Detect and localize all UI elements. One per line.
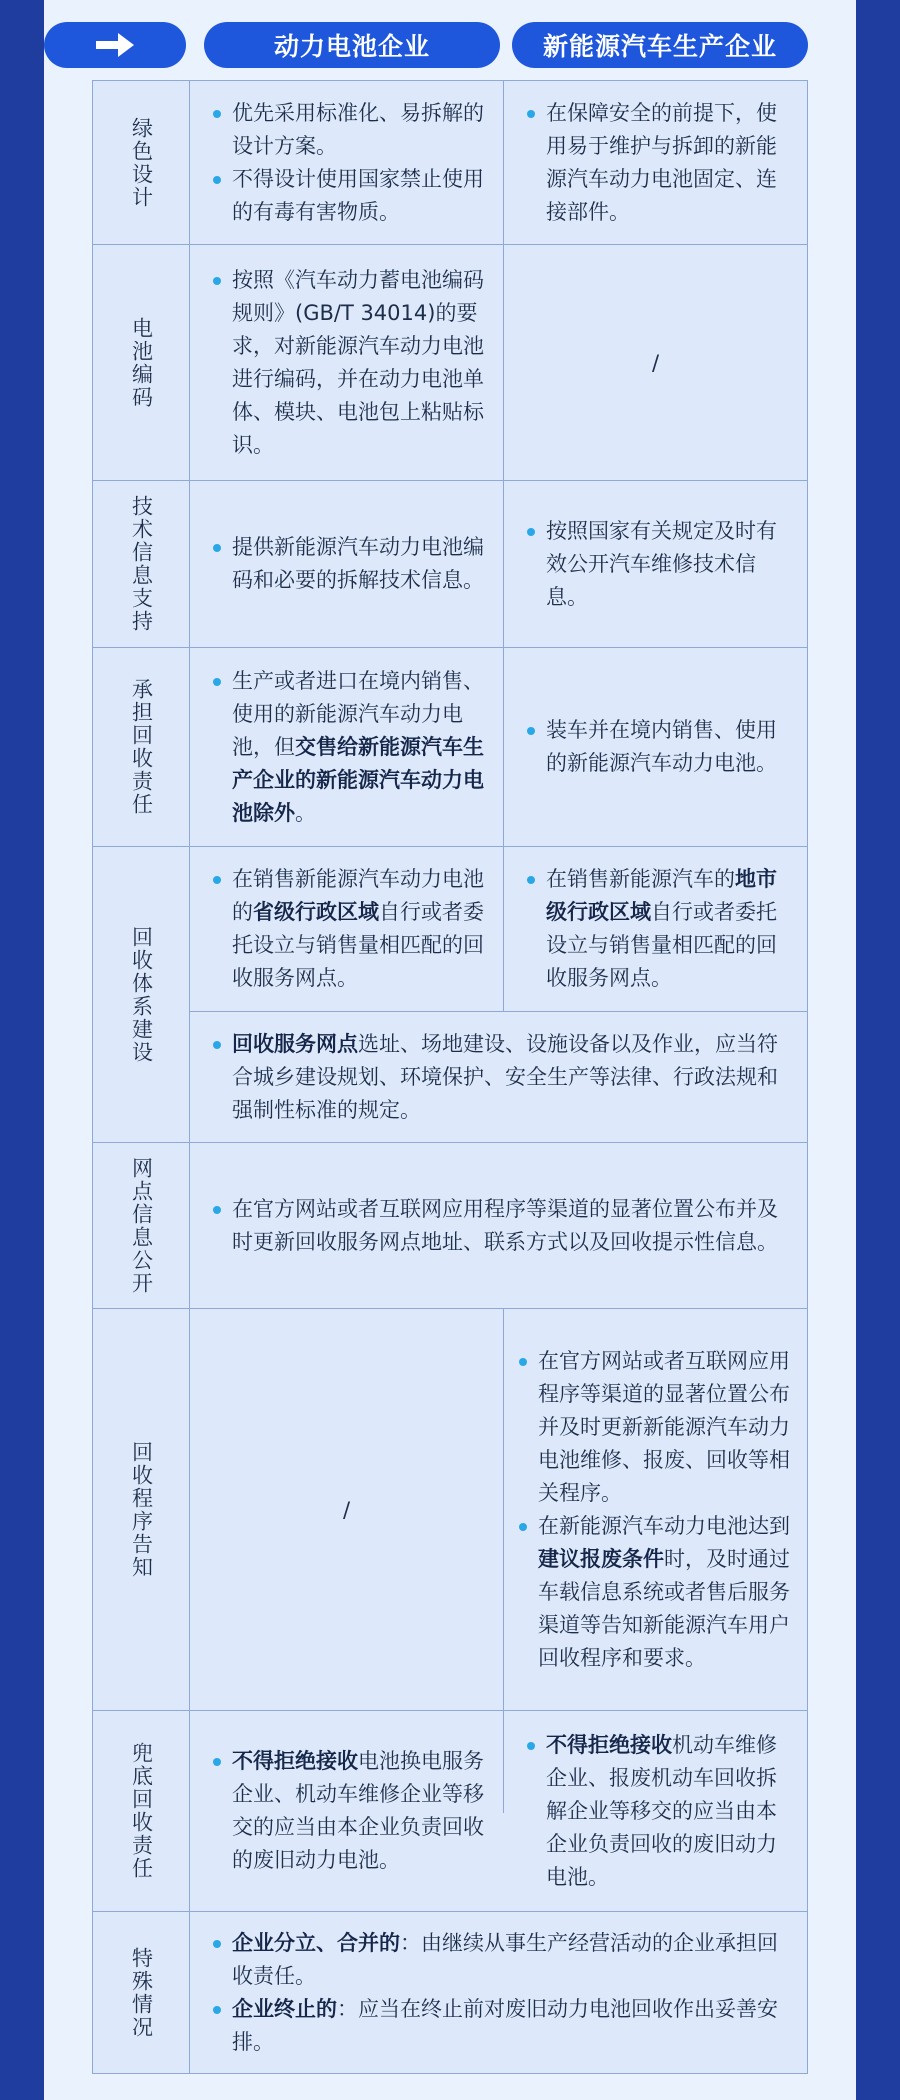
bullet-item xyxy=(516,1345,791,1510)
battery-coding-battery xyxy=(190,245,503,480)
row-label-backstop: 兜底回收责任 xyxy=(129,1742,154,1880)
outlet-info-shared xyxy=(190,1143,807,1308)
item-text: 装车并在境内销售、使用的新能源汽车动力电池。 xyxy=(546,718,777,775)
column-header-battery-enterprise: 动力电池企业 xyxy=(204,22,500,68)
bullet-item xyxy=(210,863,487,995)
row-label-recycling-system: 回收体系建设 xyxy=(129,925,154,1064)
emphasis-text: 回收服务网点 xyxy=(232,1031,358,1056)
item-text: 在官方网站或者互联网应用程序等渠道的显著位置公布并及时更新回收服务网点地址、联系方式以及回收提示性信息。 xyxy=(232,1196,778,1254)
item-text: 时，及时通过车载信息系统或者售后服务渠道等告知新能源汽车用户回收程序和要求。 xyxy=(538,1546,790,1670)
item-text: 按照《汽车动力蓄电池编码规则》(GB/T 34014)的要求，对新能源汽车动力电池进行编码，并在动力电池单体、模块、电池包上粘贴标识。 xyxy=(232,267,484,457)
item-text: 电池换电服务企业、机动车维修企业等移交的应当由本企业负责回收的废旧动力电池。 xyxy=(232,1749,484,1872)
item-text: 在销售新能源汽车动力电池的 xyxy=(232,867,484,924)
bullet-item xyxy=(524,714,791,780)
item-text: ：由继续从事生产经营活动的企业承担回收责任。 xyxy=(232,1930,778,1988)
bullet-item xyxy=(524,97,791,229)
item-text: 自行或者委托设立与销售量相匹配的回收服务网点。 xyxy=(546,900,777,990)
procedure-notice-battery-empty: / xyxy=(342,1497,351,1522)
emphasis-text: 企业终止的 xyxy=(232,1996,337,2021)
bullet-item xyxy=(524,863,791,995)
item-text: 生产或者进口在境内销售、使用的新能源汽车动力电池，但 xyxy=(232,668,484,759)
row-label-procedure-notice: 回收程序告知 xyxy=(129,1440,154,1579)
item-text: ：应当在终止前对废旧动力电池回收作出妥善安排。 xyxy=(232,1996,778,2054)
row-label-tech-info: 技术信息支持 xyxy=(129,495,154,633)
bullet-item xyxy=(524,1729,791,1894)
bullet-item xyxy=(210,163,487,229)
bullet-item xyxy=(210,1745,487,1877)
emphasis-text: 省级行政区域 xyxy=(253,900,379,924)
recycling-system-nev xyxy=(504,847,807,1011)
row-label-outlet-info: 网点信息公开 xyxy=(129,1156,154,1295)
bullet-item xyxy=(210,97,487,163)
emphasis-text: 不得拒绝接收 xyxy=(232,1749,358,1773)
emphasis-text: 企业分立、合并的 xyxy=(232,1930,400,1955)
emphasis-text: 交售给新能源汽车生产企业的新能源汽车动力电池除外 xyxy=(232,734,484,825)
item-text: 在官方网站或者互联网应用程序等渠道的显著位置公布并及时更新新能源汽车动力电池维修、报废、回收等相关程序。 xyxy=(538,1348,790,1505)
special-cases-shared xyxy=(190,1912,807,2073)
emphasis-text: 不得拒绝接收 xyxy=(546,1732,672,1757)
green-design-battery xyxy=(190,81,503,244)
green-design-nev xyxy=(504,81,807,244)
item-text: 在新能源汽车动力电池达到 xyxy=(538,1513,790,1538)
item-text: 自行或者委托设立与销售量相匹配的回收服务网点。 xyxy=(232,900,484,990)
bullet-item xyxy=(210,1193,791,1259)
row-label-recycling-responsibility: 承担回收责任 xyxy=(129,678,154,816)
item-text: 在保障安全的前提下，使用易于维护与拆卸的新能源汽车动力电池固定、连接部件。 xyxy=(546,100,777,224)
emphasis-text: 地市级行政区域 xyxy=(546,867,777,924)
item-text: 提供新能源汽车动力电池编码和必要的拆解技术信息。 xyxy=(232,535,484,592)
item-text: 。 xyxy=(295,800,316,825)
item-text: 按照国家有关规定及时有效公开汽车维修技术信息。 xyxy=(546,518,777,609)
bullet-item xyxy=(524,515,791,614)
backstop-battery xyxy=(190,1711,503,1911)
bullet-item xyxy=(210,665,487,830)
recycling-responsibility-battery xyxy=(190,648,503,846)
procedure-notice-nev xyxy=(504,1309,807,1710)
bullet-item xyxy=(210,1993,791,2059)
responsibility-table xyxy=(92,80,808,2074)
bullet-item xyxy=(210,1028,791,1127)
row-label-green-design: 绿色设计 xyxy=(129,116,154,209)
item-text: 优先采用标准化、易拆解的设计方案。 xyxy=(232,100,484,158)
bullet-item xyxy=(210,531,487,597)
recycling-system-battery xyxy=(190,847,503,1011)
item-text: 不得设计使用国家禁止使用的有毒有害物质。 xyxy=(232,166,484,224)
bullet-item xyxy=(210,1927,791,1993)
item-text: 在销售新能源汽车的 xyxy=(546,867,735,891)
arrow-right-icon xyxy=(94,30,136,60)
item-text: 选址、场地建设、设施设备以及作业，应当符合城乡建设规划、环境保护、安全生产等法律、行政法规和强制性标准的规定。 xyxy=(232,1031,778,1122)
row-label-special-cases: 特殊情况 xyxy=(129,1946,154,2039)
item-text: 机动车维修企业、报废机动车回收拆解企业等移交的应当由本企业负责回收的废旧动力电池。 xyxy=(546,1732,777,1889)
bullet-item xyxy=(516,1510,791,1675)
recycling-responsibility-nev xyxy=(504,648,807,846)
row-label-battery-coding: 电池编码 xyxy=(129,316,154,409)
battery-coding-nev-empty: / xyxy=(651,350,660,375)
arrow-header-badge xyxy=(44,22,186,68)
emphasis-text: 建议报废条件 xyxy=(538,1546,664,1571)
backstop-nev xyxy=(504,1711,807,1911)
column-header-nev-manufacturer: 新能源汽车生产企业 xyxy=(512,22,808,68)
recycling-system-shared xyxy=(190,1012,807,1142)
bullet-item xyxy=(210,264,487,462)
tech-info-nev xyxy=(504,481,807,647)
tech-info-battery xyxy=(190,481,503,647)
